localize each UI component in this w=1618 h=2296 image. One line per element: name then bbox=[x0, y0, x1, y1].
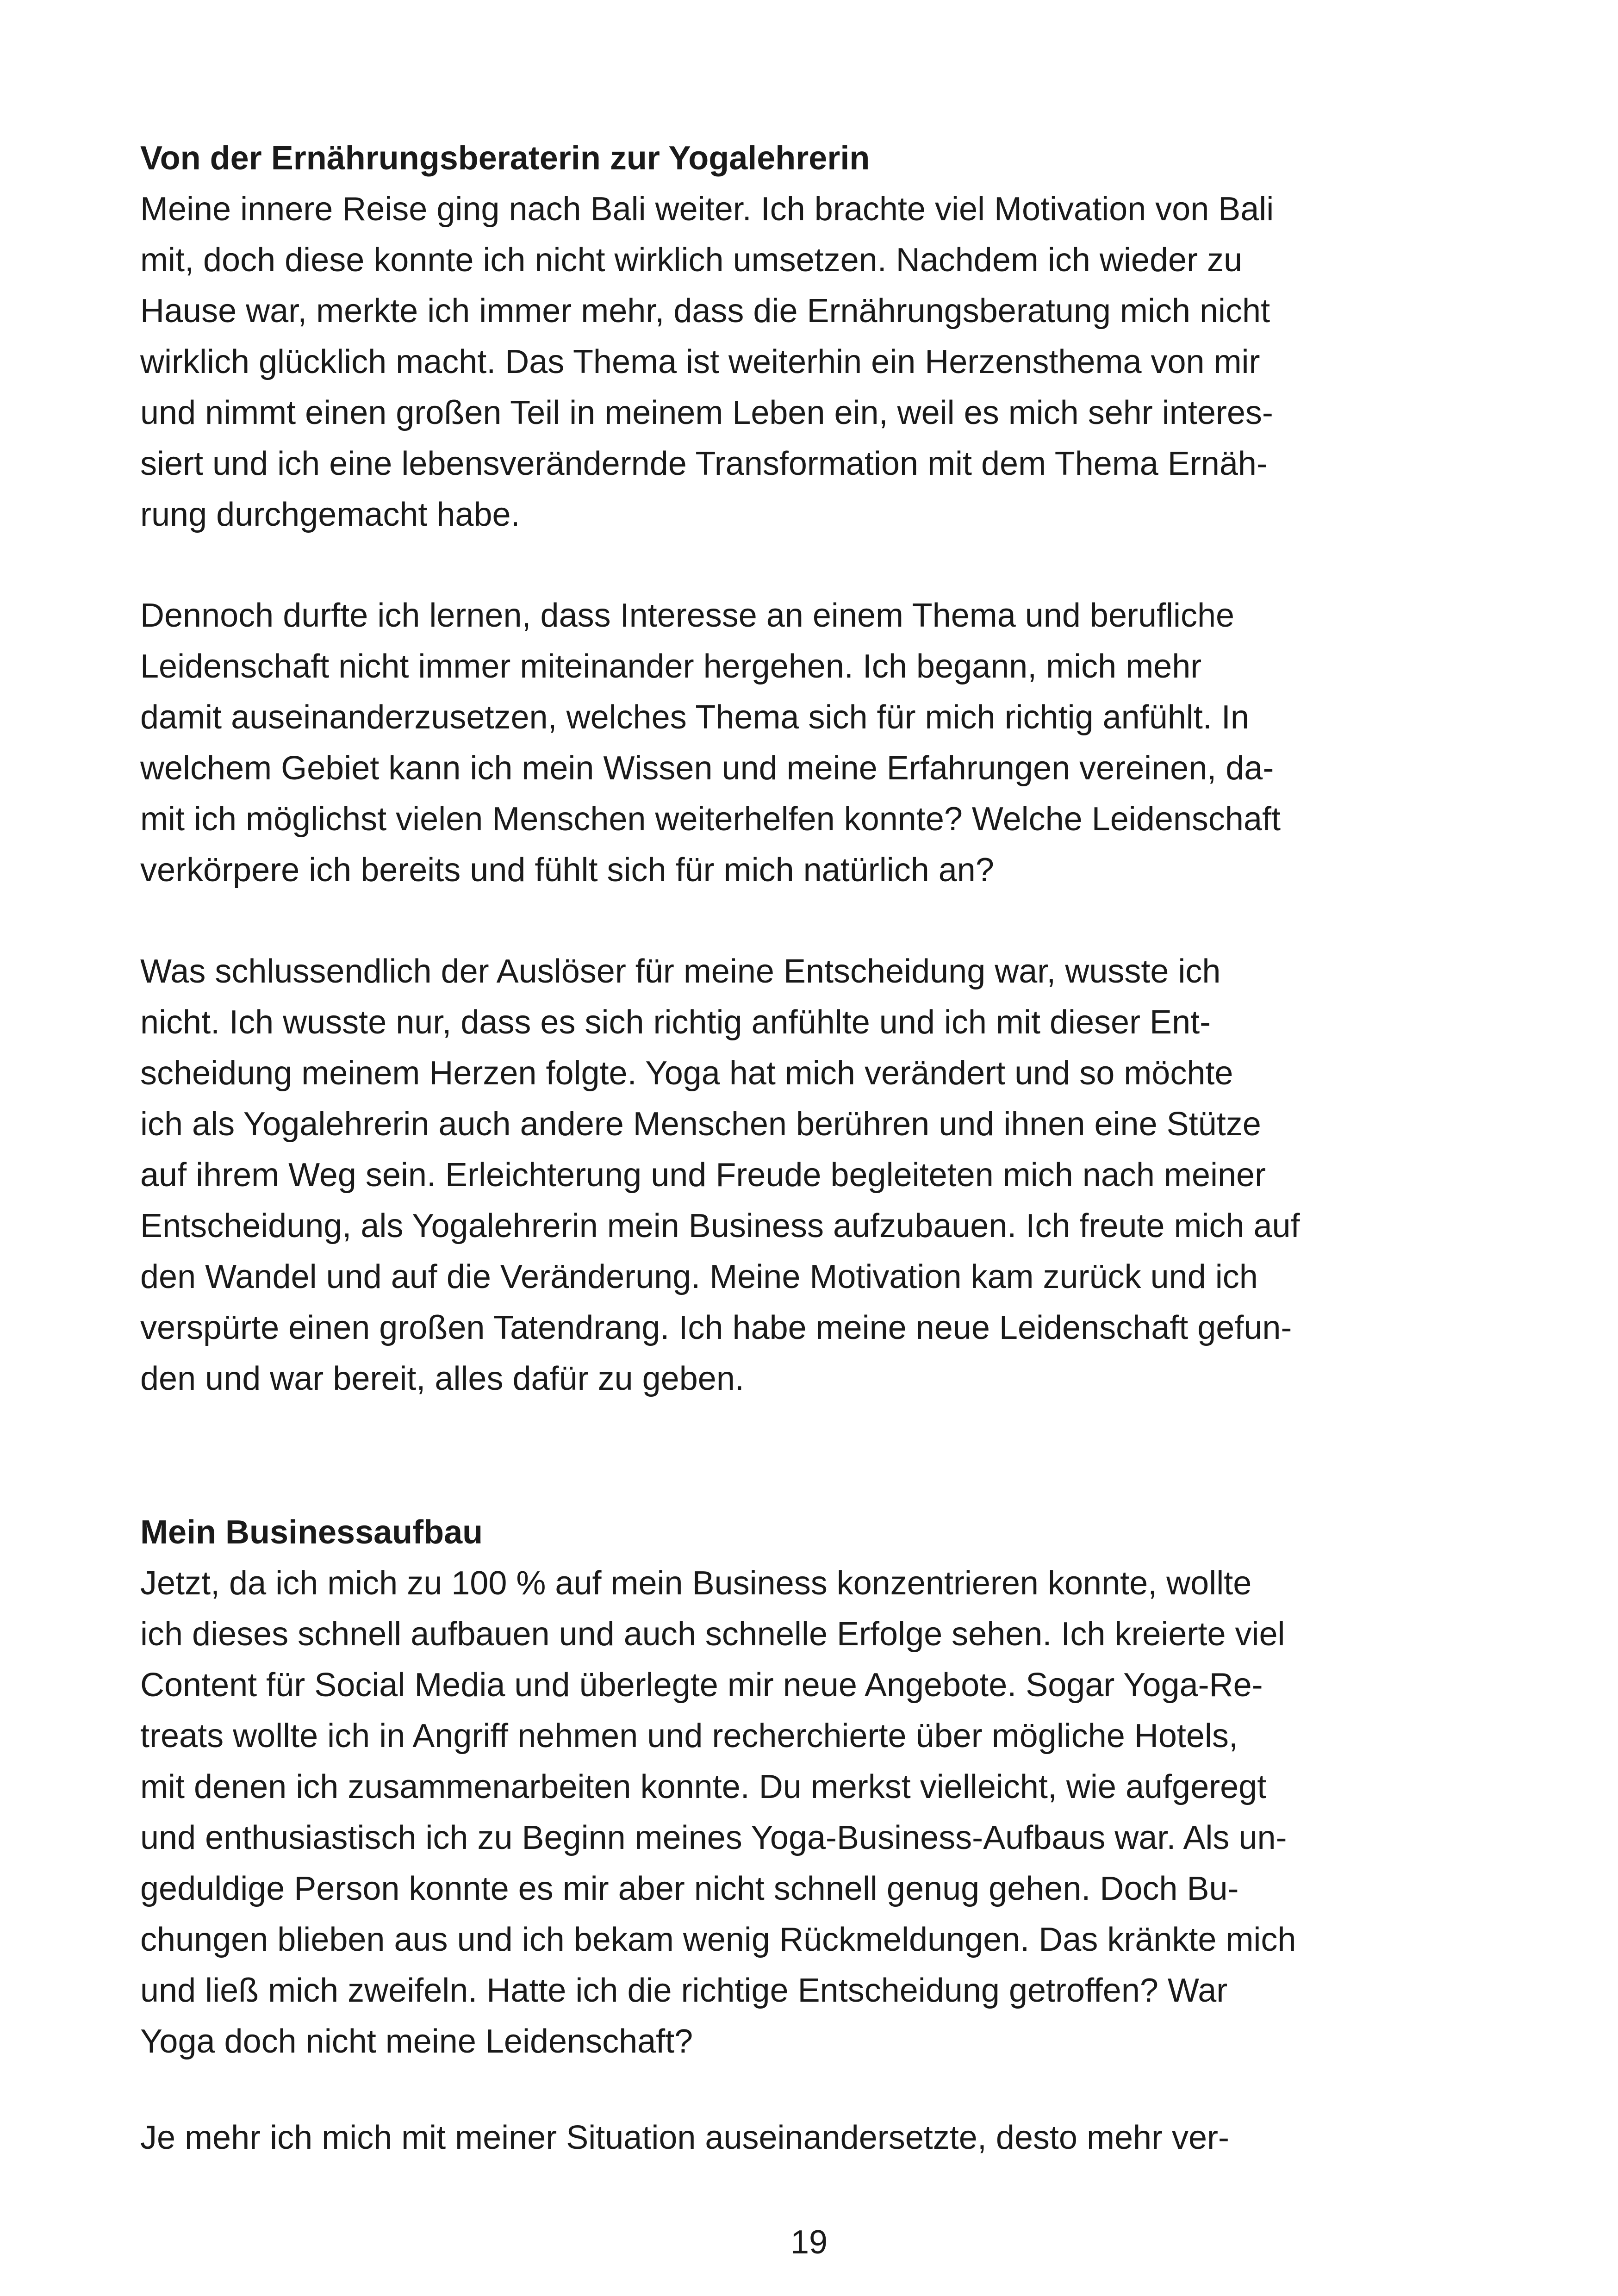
page-number: 19 bbox=[790, 2224, 828, 2261]
paragraph bbox=[140, 1558, 1506, 2067]
text-line: und ließ mich zweifeln. Hatte ich die richtige Entscheidung getroffen? War bbox=[140, 1972, 1228, 2009]
text-line: Yoga doch nicht meine Leidenschaft? bbox=[140, 2023, 693, 2060]
text-line: den und war bereit, alles dafür zu geben. bbox=[140, 1360, 744, 1397]
text-line: Hause war, merkte ich immer mehr, dass die Ernährungsberatung mich nicht bbox=[140, 292, 1270, 330]
paragraph bbox=[140, 2112, 1506, 2163]
text-line: Leidenschaft nicht immer miteinander hergehen. Ich begann, mich mehr bbox=[140, 648, 1202, 685]
text-line: verkörpere ich bereits und fühlt sich für mich natürlich an? bbox=[140, 852, 994, 889]
text-line: und nimmt einen großen Teil in meinem Leben ein, weil es mich sehr interes- bbox=[140, 394, 1273, 431]
text-line: nicht. Ich wusste nur, dass es sich richtig anfühlte und ich mit dieser Ent- bbox=[140, 1004, 1211, 1041]
section-businessaufbau bbox=[140, 1507, 1506, 2067]
text-line: Entscheidung, als Yogalehrerin mein Business aufzubauen. Ich freute mich auf bbox=[140, 1207, 1300, 1244]
text-line: auf ihrem Weg sein. Erleichterung und Freude begleiteten mich nach meiner bbox=[140, 1157, 1266, 1194]
paragraph bbox=[140, 590, 1506, 896]
text-line: mit, doch diese konnte ich nicht wirklich umsetzen. Nachdem ich wieder zu bbox=[140, 242, 1243, 279]
text-line: mit ich möglichst vielen Menschen weiterhelfen konnte? Welche Leidenschaft bbox=[140, 801, 1281, 838]
section-ernaehrungsberaterin bbox=[140, 133, 1506, 540]
text-line: Jetzt, da ich mich zu 100 % auf mein Business konzentrieren konnte, wollte bbox=[140, 1565, 1252, 1602]
text-line: und enthusiastisch ich zu Beginn meines Yoga-Business-Aufbaus war. Als un- bbox=[140, 1819, 1287, 1856]
section-heading: Mein Businessaufbau bbox=[140, 1514, 483, 1551]
text-line: Was schlussendlich der Auslöser für meine Entscheidung war, wusste ich bbox=[140, 953, 1221, 990]
paragraph bbox=[140, 946, 1506, 1404]
paragraph bbox=[140, 184, 1506, 540]
text-line: Content für Social Media und überlegte mir neue Angebote. Sogar Yoga-Re- bbox=[140, 1667, 1263, 1704]
text-line: den Wandel und auf die Veränderung. Meine Motivation kam zurück und ich bbox=[140, 1258, 1258, 1295]
text-line: verspürte einen großen Tatendrang. Ich habe meine neue Leidenschaft gefun- bbox=[140, 1309, 1292, 1346]
text-line: ich dieses schnell aufbauen und auch schnelle Erfolge sehen. Ich kreierte viel bbox=[140, 1616, 1285, 1653]
text-line: siert und ich eine lebensverändernde Transformation mit dem Thema Ernäh- bbox=[140, 445, 1268, 482]
text-line: Je mehr ich mich mit meiner Situation auseinandersetzte, desto mehr ver- bbox=[140, 2119, 1230, 2156]
text-line: Meine innere Reise ging nach Bali weiter. Ich brachte viel Motivation von Bali bbox=[140, 191, 1274, 228]
text-line: mit denen ich zusammenarbeiten konnte. Du merkst vielleicht, wie aufgeregt bbox=[140, 1768, 1267, 1805]
text-line: geduldige Person konnte es mir aber nicht schnell genug gehen. Doch Bu- bbox=[140, 1870, 1239, 1907]
text-line: chungen blieben aus und ich bekam wenig Rückmeldungen. Das kränkte mich bbox=[140, 1921, 1296, 1958]
section-heading: Von der Ernährungsberaterin zur Yogalehrerin bbox=[140, 140, 870, 177]
text-line: welchem Gebiet kann ich mein Wissen und meine Erfahrungen vereinen, da- bbox=[140, 750, 1274, 787]
text-line: scheidung meinem Herzen folgte. Yoga hat mich verändert und so möchte bbox=[140, 1055, 1233, 1092]
text-line: damit auseinanderzusetzen, welches Thema sich für mich richtig anfühlt. In bbox=[140, 699, 1249, 736]
text-line: treats wollte ich in Angriff nehmen und recherchierte über mögliche Hotels, bbox=[140, 1717, 1238, 1755]
text-line: rung durchgemacht habe. bbox=[140, 496, 520, 533]
text-line: Dennoch durfte ich lernen, dass Interesse an einem Thema und berufliche bbox=[140, 597, 1235, 634]
text-line: wirklich glücklich macht. Das Thema ist weiterhin ein Herzensthema von mir bbox=[140, 343, 1260, 380]
text-line: ich als Yogalehrerin auch andere Menschen berühren und ihnen eine Stütze bbox=[140, 1106, 1261, 1143]
